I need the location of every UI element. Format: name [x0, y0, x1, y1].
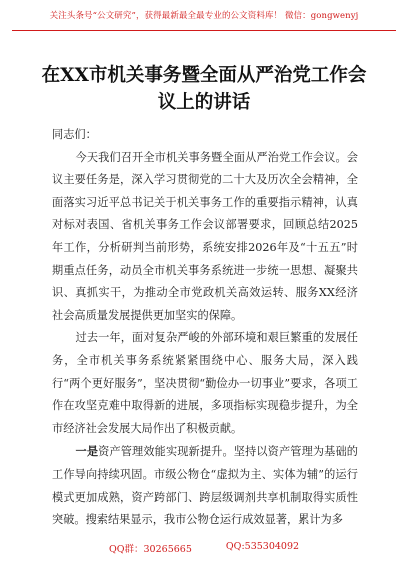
header-notice: 关注头条号“公文研究”，获得最新最全最专业的公文资料库！ 微信：gongwenyj — [49, 11, 359, 21]
footer — [0, 541, 408, 555]
paragraph-3-text: 资产管理效能实现新提升。坚持以资产管理为基础的工作导向持续巩固。市级公物仓“虚拟为主、实体为辅”的运行模式更加成熟，资产跨部门、跨层级调剂共享机制取得实质性突破。搜索结果显示，我市公物仓运行成效显著，累计为多 — [52, 445, 358, 527]
paragraph-3-lead: 一是 — [75, 444, 99, 459]
header-divider — [12, 30, 396, 31]
document-title — [24, 62, 384, 116]
salutation: 同志们： — [52, 128, 97, 141]
paragraph-3 — [52, 440, 358, 531]
title-line-1: 在XX市机关事务暨全面从严治党工作会 — [41, 65, 367, 86]
paragraph-2: 过去一年，面对复杂严峻的外部环境和艰巨繁重的发展任务，全市机关事务系统紧紧围绕中心、服务大局，深入践行“两个更好服务”，坚决贯彻“勤俭办一切事业”要求，各项工作在攻坚克难中取得新的进展，多项指标实现稳步提升，为全市经济社会发展大局作出了积极贡献。 — [52, 331, 358, 435]
title-line-2: 议上的讲话 — [157, 92, 251, 113]
footer-qq: QQ:535304092 — [225, 541, 300, 552]
document-body — [52, 124, 358, 532]
paragraph-1: 今天我们召开全市机关事务暨全面从严治党工作会议。会议主要任务是，深入学习贯彻党的二十大及历次全会精神，全面落实习近平总书记关于机关事务工作的重要指示精神，认真对标对表国、省机关事务工作会议部署要求，回顾总结2025年工作，分析研判当前形势，系统安排2026年及“十五五”时期重点任务，动员全市机关事务系统进一步统一思想、凝聚共识、真抓实干，为推动全市党政机关高效运转、服务XX经济社会高质量发展提供更加坚实的保障。 — [52, 150, 358, 322]
footer-qq-group: QQ群：30265665 — [108, 544, 192, 555]
